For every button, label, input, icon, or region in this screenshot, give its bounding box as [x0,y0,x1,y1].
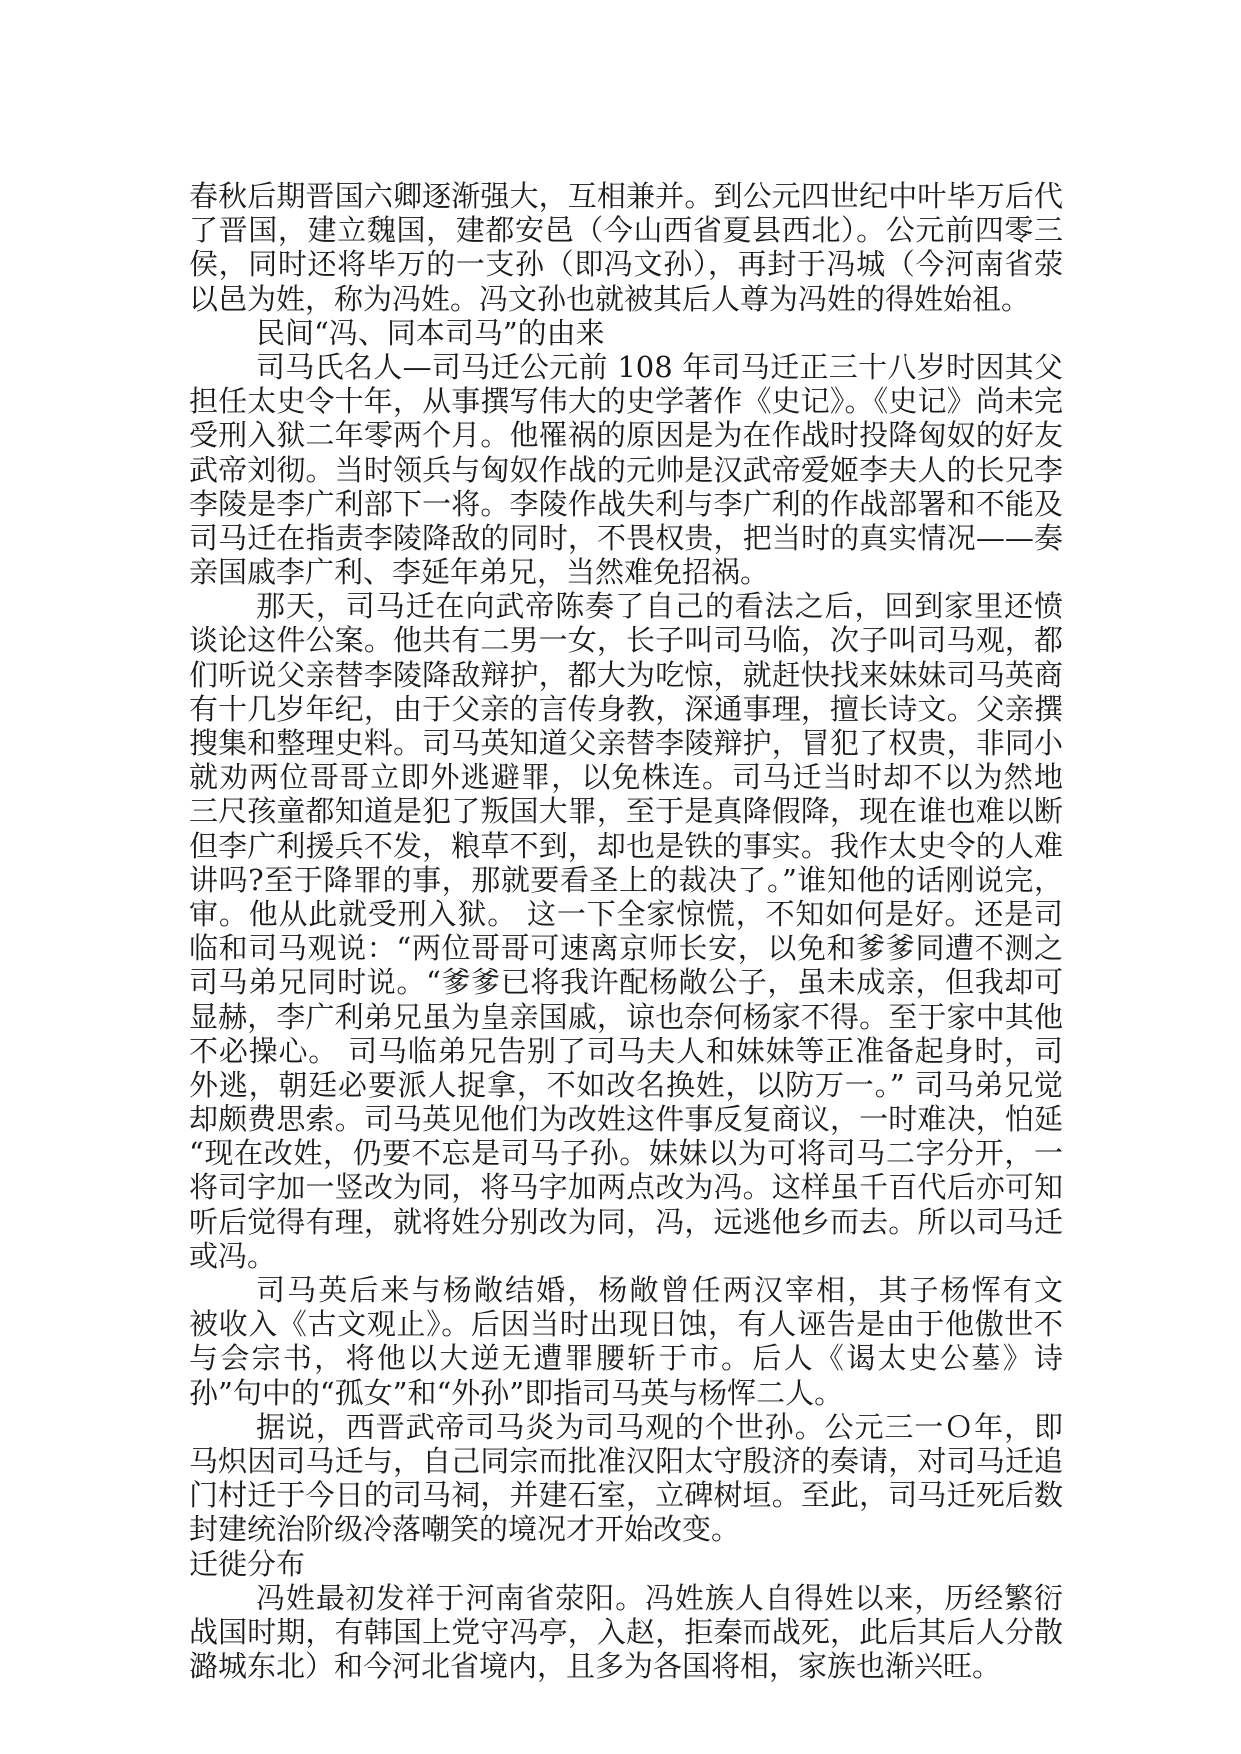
text-line: 讲吗?至于降罪的事，那就要看圣上的裁决了。”谁知他的话刚说完， [189,862,1063,897]
text-line: 民间“冯、同本司马”的由来 [256,315,605,350]
text-line: 三尺孩童都知道是犯了叛国大罪，至于是真降假降，现在谁也难以断 [189,794,1063,829]
text-line: 封建统治阶级冷落嘲笑的境况才开始改变。 [189,1512,741,1547]
text-line: 却颇费思索。司马英见他们为改姓这件事反复商议，一时难决，怕延 [189,1102,1063,1137]
text-line: 被收入《古文观止》。后因当时出现日蚀，有人诬告是由于他傲世不 [189,1307,1063,1342]
text-line: 就劝两位哥哥立即外逃避罪，以免株连。司马迁当时却不以为然地 [189,760,1063,795]
paragraph [189,1410,1063,1547]
paragraph [189,350,1063,589]
text-line: 司马英后来与杨敞结婚，杨敞曾任两汉宰相，其子杨恽有文 [256,1273,1063,1307]
text-line: “现在改姓，仍要不忘是司马子孙。妹妹以为可将司马二字分开，一 [189,1136,1063,1171]
paragraph [189,179,1063,316]
text-line: 司马弟兄同时说。“爹爹已将我许配杨敞公子，虽未成亲，但我却可 [189,965,1063,1000]
text-line: 谈论这件公案。他共有二男一女，长子叫司马临，次子叫司马观，都 [189,623,1063,658]
text-line: 李陵是李广利部下一将。李陵作战失利与李广利的作战部署和不能及 [189,486,1063,521]
text-line: 听后觉得有理，就将姓分别改为同，冯，远逃他乡而去。所以司马迁 [189,1204,1063,1239]
text-line: 亲国戚李广利、李延年弟兄，当然难免招祸。 [189,555,770,590]
text-line: 不必操心。 司马临弟兄告别了司马夫人和妹妹等正准备起身时，司 [189,1033,1063,1068]
text-line: 据说，西晋武帝司马炎为司马观的个世孙。公元三一Ｏ年，即 [256,1409,1063,1444]
text-line: 马炽因司马迁与，自己同宗而批准汉阳太守殷济的奏请，对司马迁追 [189,1443,1063,1478]
paragraph [189,1273,1063,1410]
text-line: 显赫，李广利弟兄虽为皇亲国戚，谅也奈何杨家不得。至于家中其他 [189,999,1063,1034]
text-line: 战国时期，有韩国上党守冯亭，入赵，拒秦而战死，此后其后人分散 [189,1614,1063,1649]
text-line: 春秋后期晋国六卿逐渐强大，互相兼并。到公元四世纪中叶毕万后代 [189,179,1063,213]
text-line: 担任太史令十年，从事撰写伟大的史学著作《史记》。《史记》尚未完 [189,384,1063,419]
text-line: 了晋国，建立魏国，建都安邑（今山西省夏县西北）。公元前四零三 [189,213,1063,248]
text-line: 搜集和整理史料。司马英知道父亲替李陵辩护，冒犯了权贵，非同小 [189,726,1063,760]
text-line: 门村迁于今日的司马祠，并建石室，立碑树垣。至此，司马迁死后数 [189,1478,1063,1513]
text-line: 侯，同时还将毕万的一支孙（即冯文孙），再封于冯城（今河南省荥 [189,247,1063,282]
text-line: 武帝刘彻。当时领兵与匈奴作战的元帅是汉武帝爱姬李夫人的长兄李 [189,452,1063,487]
text-line: 受刑入狱二年零两个月。他罹祸的原因是为在作战时投降匈奴的好友 [189,418,1063,453]
text-line: 冯姓最初发祥于河南省荥阳。冯姓族人自得姓以来，历经繁衍 [256,1580,1063,1615]
text-line: 有十几岁年纪，由于父亲的言传身教，深通事理，擅长诗文。父亲撰 [189,691,1063,726]
section-heading [189,1547,1063,1581]
paragraph [189,1581,1063,1684]
text-line: 审。他从此就受刑入狱。 这一下全家惊慌，不知如何是好。还是司 [189,896,1063,931]
text-line: 司马迁在指责李陵降敌的同时，不畏权贵，把当时的真实情况——奏 [189,520,1063,555]
text-line: 们听说父亲替李陵降敌辩护，都大为吃惊，就赶快找来妹妹司马英商 [189,657,1063,692]
text-line: 与会宗书，将他以大逆无遭罪腰斩于市。后人《谒太史公墓》诗 [189,1341,1063,1376]
text-line: 临和司马观说：“两位哥哥可速离京师长安，以免和爹爹同遭不测之 [189,931,1063,966]
paragraph [189,589,1063,1273]
text-line: 将司字加一竖改为同，将马字加两点改为冯。这样虽千百代后亦可知 [189,1170,1063,1205]
document-body [189,179,1063,1683]
text-line: 那天，司马迁在向武帝陈奏了自己的看法之后，回到家里还愤 [256,589,1063,624]
text-line: 或冯。 [189,1238,277,1273]
text-line: 外逃，朝廷必要派人捉拿，不如改名换姓，以防万一。” 司马弟兄觉 [189,1067,1063,1102]
text-line: 迁徙分布 [189,1546,306,1581]
section-heading [189,316,1063,350]
text-line: 司马氏名人—司马迁公元前 108 年司马迁正三十八岁时因其父 [256,349,1063,384]
text-line: 但李广利援兵不发，粮草不到，却也是铁的事实。我作太史令的人难 [189,828,1063,863]
text-line: 潞城东北）和今河北省境内，且多为各国将相，家族也渐兴旺。 [189,1649,1002,1684]
text-line: 以邑为姓，称为冯姓。冯文孙也就被其后人尊为冯姓的得姓始祖。 [189,281,1031,316]
text-line: 孙”句中的“孤女”和“外孙”即指司马英与杨恽二人。 [189,1375,844,1410]
